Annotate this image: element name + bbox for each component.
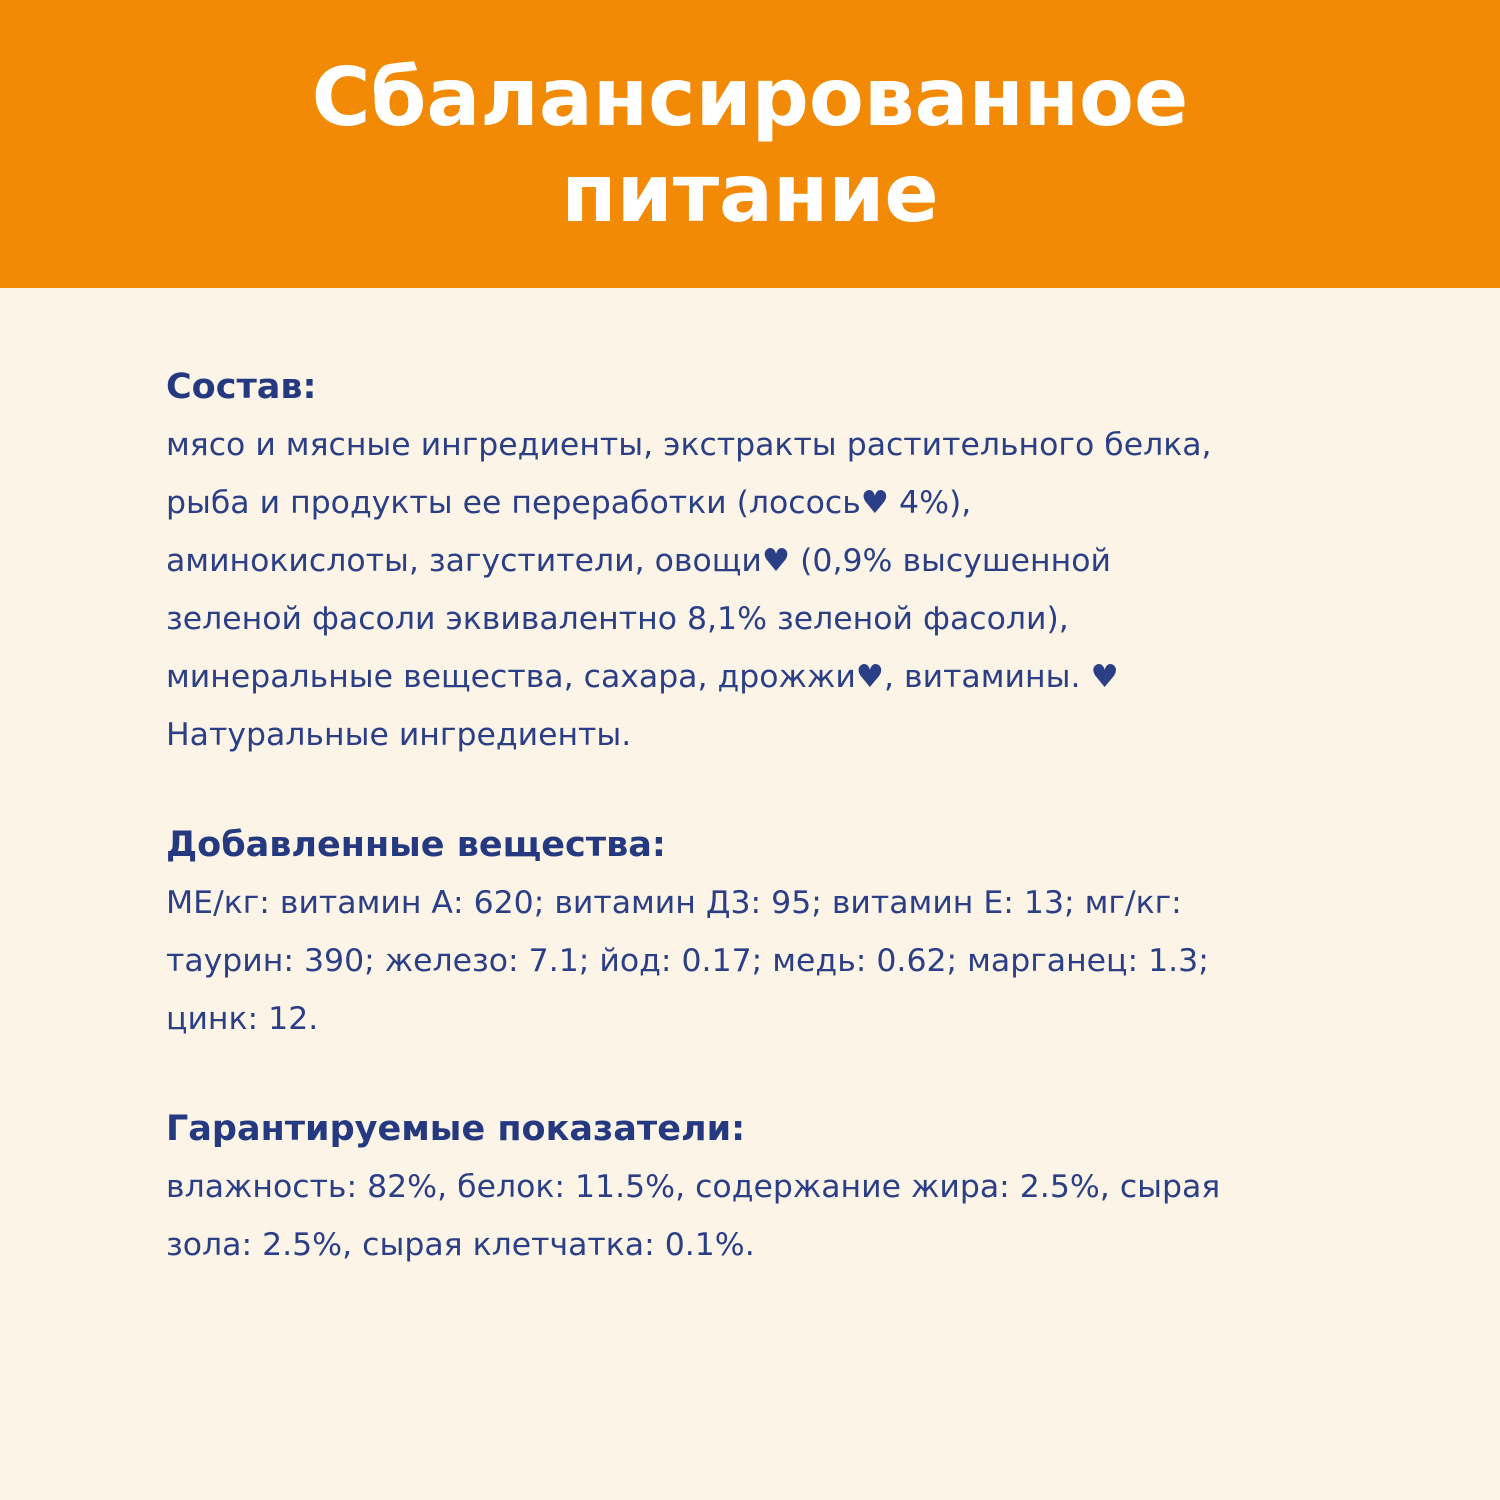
section-guaranteed-values [166, 1100, 1386, 1274]
section-body [166, 1158, 1386, 1274]
section-additives [166, 816, 1386, 1048]
text-line: таурин: 390; железо: 7.1; йод: 0.17; медь: 0.62; марганец: 1.3; [166, 943, 1209, 979]
text-line: мясо и мясные ингредиенты, экстракты растительного белка, [166, 427, 1212, 463]
text-line: Натуральные ингредиенты. [166, 717, 632, 753]
text-line: зола: 2.5%, сырая клетчатка: 0.1%. [166, 1227, 755, 1263]
text-line: зеленой фасоли эквивалентно 8,1% зеленой фасоли), [166, 601, 1069, 637]
section-heading: Состав: [166, 367, 317, 407]
text-line: МЕ/кг: витамин А: 620; витамин Д3: 95; витамин Е: 13; мг/кг: [166, 885, 1182, 921]
page-title [312, 46, 1188, 242]
section-heading: Гарантируемые показатели: [166, 1109, 746, 1149]
section-body [166, 874, 1386, 1048]
section-heading: Добавленные вещества: [166, 825, 666, 865]
header-banner [0, 0, 1500, 288]
text-line: влажность: 82%, белок: 11.5%, содержание жира: 2.5%, сырая [166, 1169, 1221, 1205]
text-line: цинк: 12. [166, 1001, 319, 1037]
page-title-line-2: питание [561, 147, 939, 240]
section-body [166, 416, 1386, 764]
text-line: аминокислоты, загустители, овощи♥ (0,9% высушенной [166, 543, 1111, 579]
nutrition-info [166, 358, 1386, 1326]
section-composition [166, 358, 1386, 764]
page-title-line-1: Сбалансированное [311, 51, 1189, 144]
text-line: минеральные вещества, сахара, дрожжи♥, витамины. ♥ [166, 659, 1119, 695]
text-line: рыба и продукты ее переработки (лосось♥ 4%), [166, 485, 972, 521]
